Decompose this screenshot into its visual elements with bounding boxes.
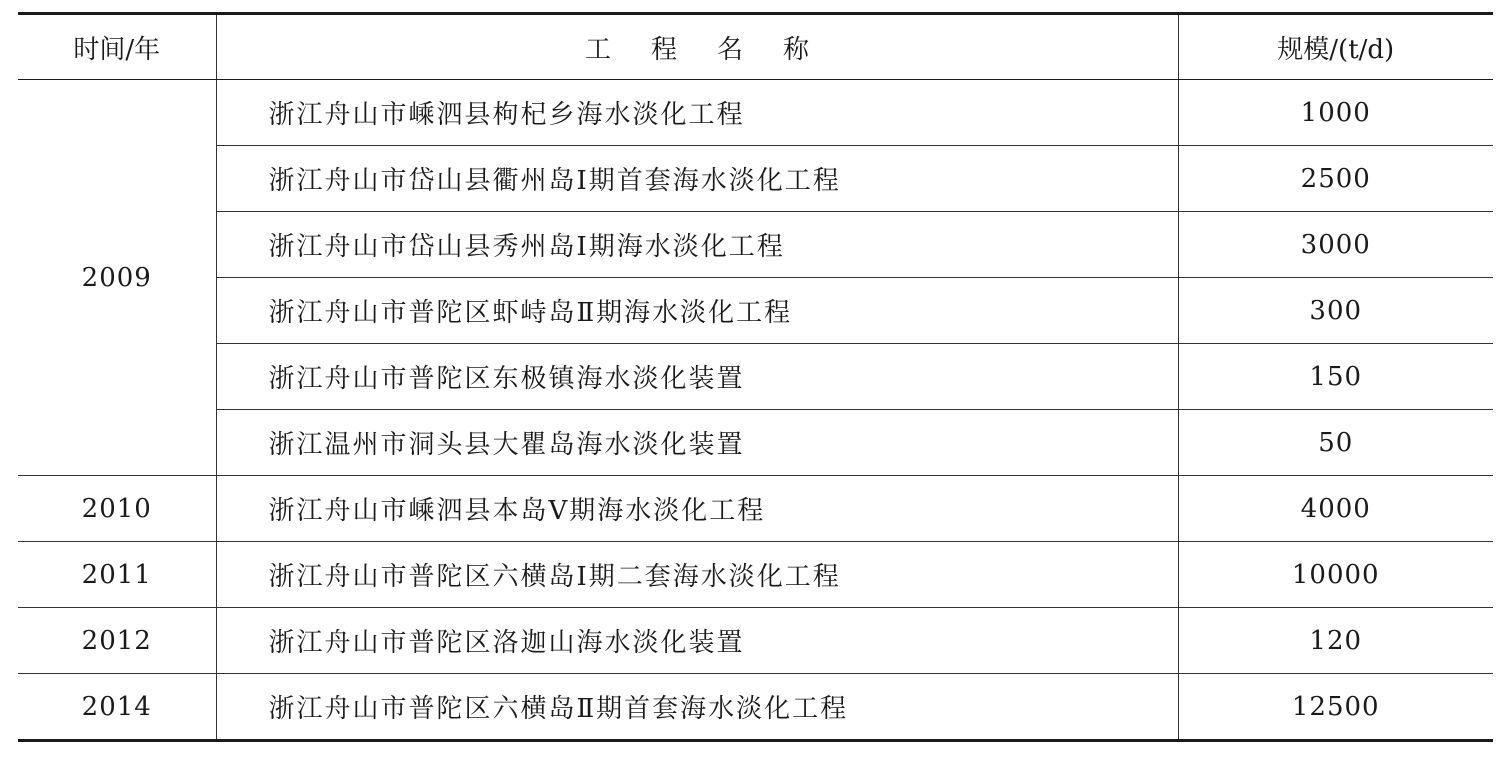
project-name-cell: 浙江舟山市嵊泗县枸杞乡海水淡化工程	[216, 80, 1178, 146]
table-row	[18, 410, 1493, 476]
header-name-char: 程	[650, 34, 677, 65]
table-row	[18, 212, 1493, 278]
project-name-cell: 浙江舟山市嵊泗县本岛Ⅴ期海水淡化工程	[216, 476, 1178, 542]
table-row	[18, 674, 1493, 741]
scale-cell: 2500	[1178, 146, 1493, 212]
project-name-cell: 浙江舟山市岱山县衢州岛Ⅰ期首套海水淡化工程	[216, 146, 1178, 212]
table-row	[18, 278, 1493, 344]
scale-cell: 4000	[1178, 476, 1493, 542]
scale-cell: 150	[1178, 344, 1493, 410]
year-cell: 2012	[18, 608, 216, 674]
project-name-cell: 浙江温州市洞头县大瞿岛海水淡化装置	[216, 410, 1178, 476]
desalination-projects-table	[18, 12, 1493, 742]
scale-cell: 300	[1178, 278, 1493, 344]
year-cell: 2010	[18, 476, 216, 542]
table-row	[18, 608, 1493, 674]
scale-cell: 1000	[1178, 80, 1493, 146]
scale-cell: 10000	[1178, 542, 1493, 608]
table-header	[18, 14, 1493, 80]
project-name-cell: 浙江舟山市普陀区虾峙岛Ⅱ期海水淡化工程	[216, 278, 1178, 344]
table-row	[18, 476, 1493, 542]
year-cell: 2009	[18, 80, 216, 476]
table-row	[18, 542, 1493, 608]
scale-cell: 12500	[1178, 674, 1493, 741]
header-name-char: 名	[717, 34, 744, 65]
project-name-cell: 浙江舟山市普陀区六横岛Ⅰ期二套海水淡化工程	[216, 542, 1178, 608]
year-cell: 2011	[18, 542, 216, 608]
scale-cell: 50	[1178, 410, 1493, 476]
table-row	[18, 80, 1493, 146]
header-year: 时间/年	[18, 14, 216, 80]
project-name-cell: 浙江舟山市普陀区洛迦山海水淡化装置	[216, 608, 1178, 674]
scale-cell: 120	[1178, 608, 1493, 674]
project-name-cell: 浙江舟山市岱山县秀州岛Ⅰ期海水淡化工程	[216, 212, 1178, 278]
project-name-cell: 浙江舟山市普陀区东极镇海水淡化装置	[216, 344, 1178, 410]
table-body	[18, 80, 1493, 741]
header-row	[18, 14, 1493, 80]
table-row	[18, 344, 1493, 410]
header-name-char: 工	[584, 34, 611, 65]
header-scale: 规模/(t/d)	[1178, 14, 1493, 80]
scale-cell: 3000	[1178, 212, 1493, 278]
header-project-name	[216, 14, 1178, 80]
year-cell: 2014	[18, 674, 216, 741]
table-row	[18, 146, 1493, 212]
header-name-char: 称	[783, 34, 810, 65]
project-name-cell: 浙江舟山市普陀区六横岛Ⅱ期首套海水淡化工程	[216, 674, 1178, 741]
